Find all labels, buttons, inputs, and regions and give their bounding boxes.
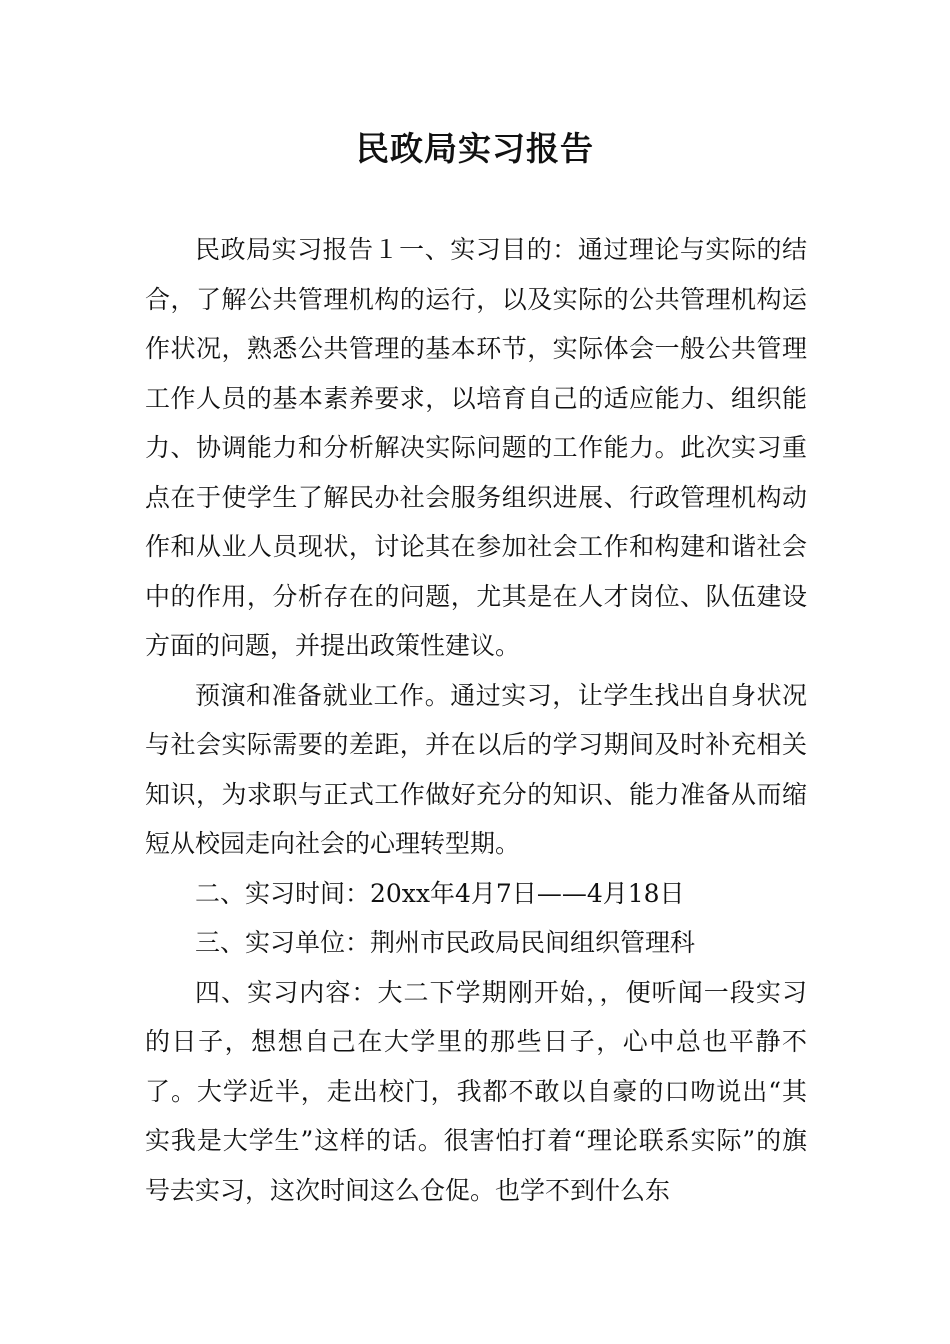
paragraph-employment-prep: 预演和准备就业工作。通过实习，让学生找出自身状况与社会实际需要的差距，并在以后的学习期间及时补充相关知识，为求职与正式工作做好充分的知识、能力准备从而缩短从校园走向社会的心理转型期。 [145, 680, 807, 858]
paragraph-purpose: 民政局实习报告１一、实习目的：通过理论与实际的结合，了解公共管理机构的运行，以及实际的公共管理机构运作状况，熟悉公共管理的基本环节，实际体会一般公共管理工作人员的基本素养要求，以培育自己的适应能力、组织能力、协调能力和分析解决实际问题的工作能力。此次实习重点在于使学生了解民办社会服务组织进展、行政管理机构动作和从业人员现状，讨论其在参加社会工作和构建和谐社会中的作用，分析存在的问题，尤其是在人才岗位、队伍建设方面的问题，并提出政策性建议。 [145, 235, 807, 660]
paragraph-internship-time: 二、实习时间：20xx年4月7日——4月18日 [195, 878, 685, 908]
document-title: 民政局实习报告 [356, 129, 594, 168]
paragraph-internship-unit: 三、实习单位：荆州市民政局民间组织管理科 [195, 928, 696, 957]
document-body [145, 225, 807, 1215]
paragraph-internship-content: 四、实习内容：大二下学期刚开始，，便听闻一段实习的日子，想想自己在大学里的那些日子，心中总也平静不了。大学近半，走出校门，我都不敢以自豪的口吻说出“其实我是大学生”这样的话。很害怕打着“理论联系实际”的旗号去实习，这次时间这么仓促。也学不到什么东 [145, 977, 807, 1205]
